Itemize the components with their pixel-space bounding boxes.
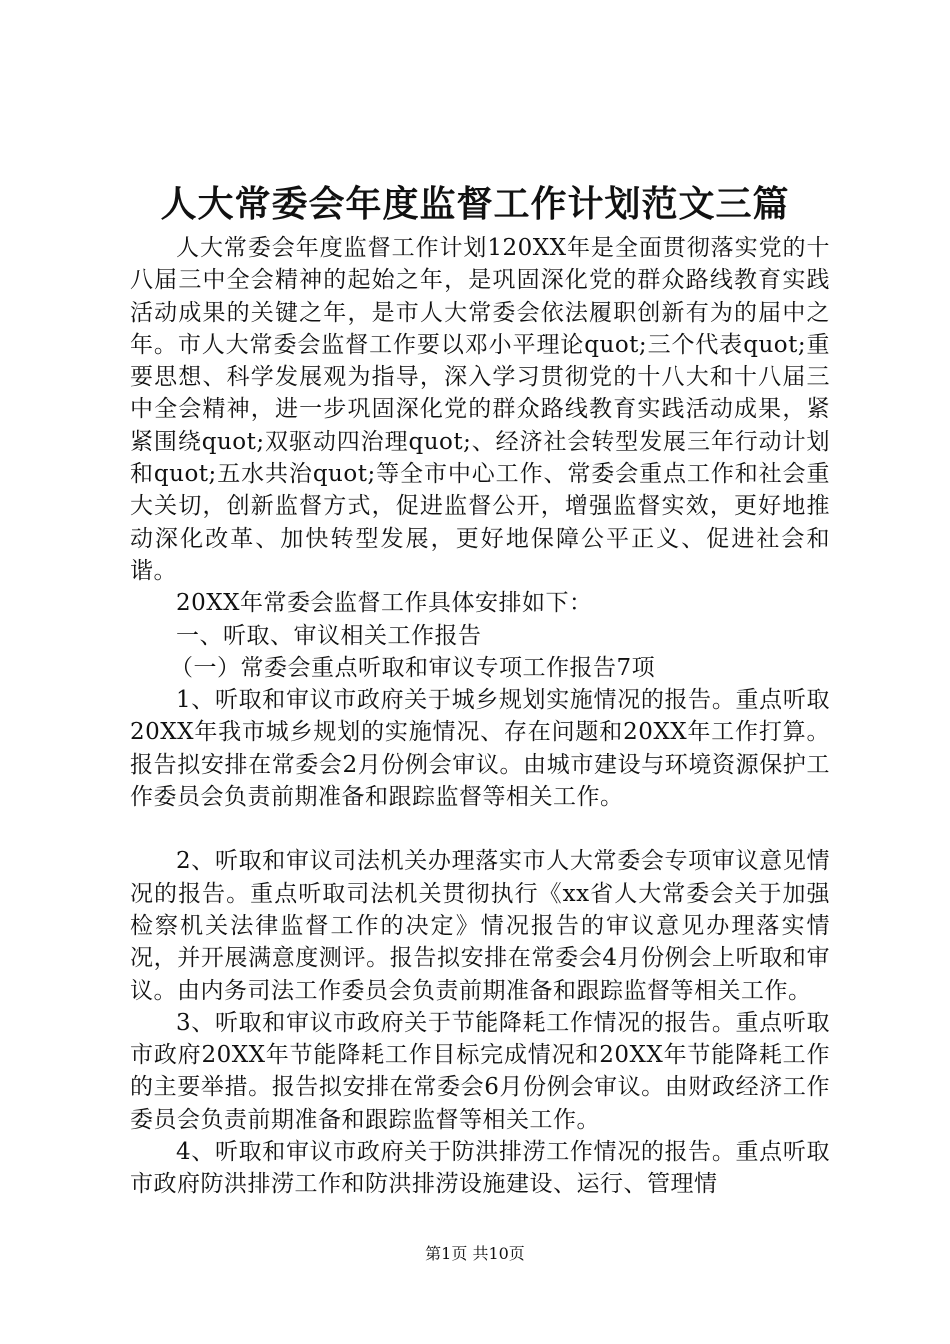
item-paragraph-1: 1、听取和审议市政府关于城乡规划实施情况的报告。重点听取20XX年我市城乡规划的实施情况、存在问题和20XX年工作打算。报告拟安排在常委会2月份例会审议。由城市建设与环境资源保护工作委员会负责前期准备和跟踪监督等相关工作。 (130, 687, 830, 811)
intro-paragraph: 人大常委会年度监督工作计划120XX年是全面贯彻落实党的十八届三中全会精神的起始之年，是巩固深化党的群众路线教育实践活动成果的关键之年，是市人大常委会依法履职创新有为的届中之年。市人大常委会监督工作要以邓小平理论quot;三个代表quot;重要思想、科学发展观为指导，深入学习贯彻党的十八大和十八届三中全会精神，进一步巩固深化党的群众路线教育实践活动成果，紧紧围绕quot;双驱动四治理quot;、经济社会转型发展三年行动计划和quot;五水共治quot;等全市中心工作、常委会重点工作和社会重大关切，创新监督方式，促进监督公开，增强监督实效，更好地推动深化改革、加快转型发展，更好地保障公平正义、促进社会和谐。 (130, 235, 830, 584)
item-paragraph-4: 4、听取和审议市政府关于防洪排涝工作情况的报告。重点听取市政府防洪排涝工作和防洪排涝设施建设、运行、管理情 (130, 1139, 830, 1198)
subsection-heading-1: （一）常委会重点听取和审议专项工作报告7项 (170, 654, 656, 681)
item-paragraph-2: 2、听取和审议司法机关办理落实市人大常委会专项审议意见情况的报告。重点听取司法机关贯彻执行《xx省人大常委会关于加强检察机关法律监督工作的决定》情况报告的审议意见办理落实情况，并开展满意度测评。报告拟安排在常委会4月份例会上听取和审议。由内务司法工作委员会负责前期准备和跟踪监督等相关工作。 (130, 848, 830, 1004)
section-heading-1: 一、听取、审议相关工作报告 (176, 622, 482, 649)
page-number-footer: 第1页 共10页 (425, 1244, 525, 1263)
item-paragraph-3: 3、听取和审议市政府关于节能降耗工作情况的报告。重点听取市政府20XX年节能降耗工作目标完成情况和20XX年节能降耗工作的主要举措。报告拟安排在常委会6月份例会审议。由财政经济工作委员会负责前期准备和跟踪监督等相关工作。 (130, 1009, 830, 1133)
schedule-intro-paragraph: 20XX年常委会监督工作具体安排如下： (176, 590, 593, 617)
document-title: 人大常委会年度监督工作计划范文三篇 (160, 183, 790, 225)
document-body (130, 232, 830, 1201)
paragraph-gap (130, 813, 830, 845)
